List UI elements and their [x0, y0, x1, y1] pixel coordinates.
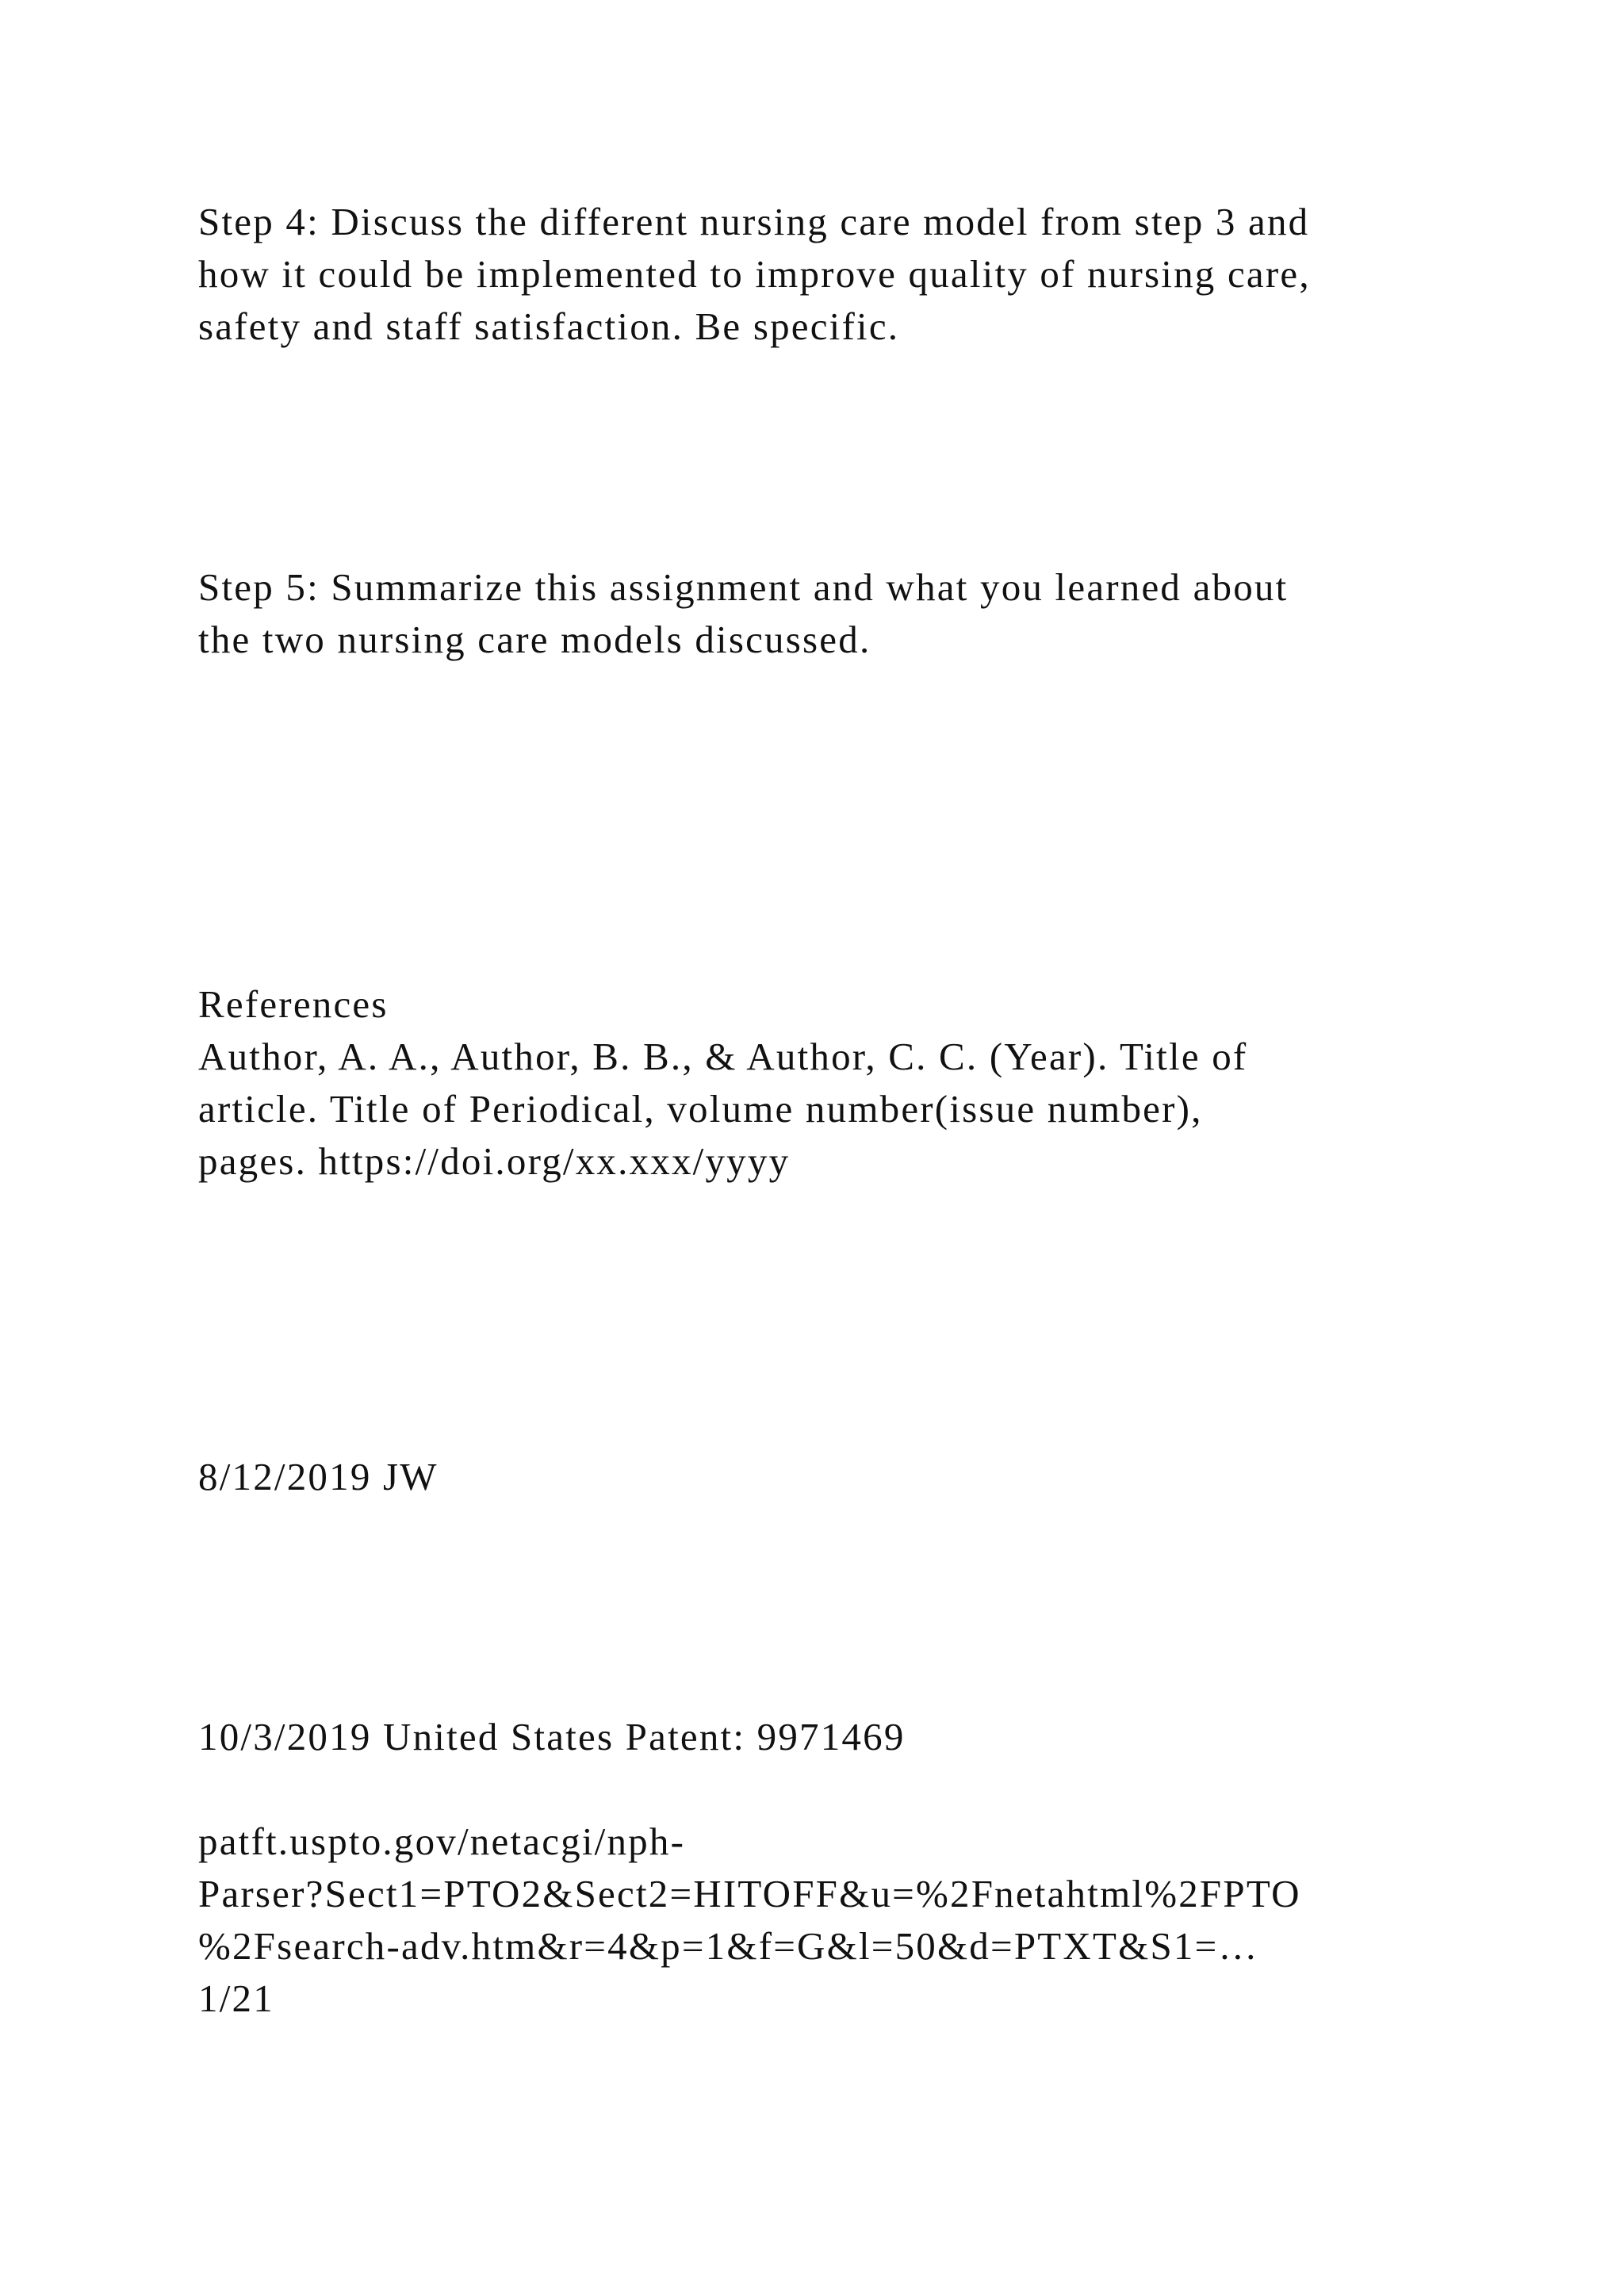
step-5-paragraph [198, 561, 1483, 666]
step-4-line: Step 4: Discuss the different nursing care model from step 3 and [198, 200, 1310, 243]
step-5-line: Step 5: Summarize this assignment and what you learned about [198, 565, 1289, 609]
date-initials-text: 8/12/2019 JW [198, 1455, 439, 1498]
reference-line: article. Title of Periodical, volume number(issue number), [198, 1087, 1203, 1131]
patent-title: 10/3/2019 United States Patent: 9971469 [198, 1715, 906, 1758]
step-4-paragraph [198, 196, 1483, 353]
page-number: 1/21 [198, 1976, 274, 2020]
patent-url-line: %2Fsearch-adv.htm&r=4&p=1&f=G&l=50&d=PTXT&S1=… [198, 1924, 1259, 1968]
step-4-line: safety and staff satisfaction. Be specific. [198, 304, 900, 348]
patent-print-header [198, 1711, 1483, 2025]
patent-url-line: Parser?Sect1=PTO2&Sect2=HITOFF&u=%2Fnetahtml%2FPTO [198, 1872, 1301, 1915]
reference-line: Author, A. A., Author, B. B., & Author, C. C. (Year). Title of [198, 1035, 1248, 1078]
references-heading: References [198, 982, 389, 1026]
step-4-line: how it could be implemented to improve quality of nursing care, [198, 252, 1311, 296]
references-section [198, 978, 1483, 1188]
patent-url-line: patft.uspto.gov/netacgi/nph- [198, 1820, 686, 1863]
date-initials-footer [198, 1451, 1483, 1503]
step-5-line: the two nursing care models discussed. [198, 618, 871, 661]
blank-line [198, 1763, 1483, 1816]
reference-line: pages. https://doi.org/xx.xxx/yyyy [198, 1139, 791, 1183]
